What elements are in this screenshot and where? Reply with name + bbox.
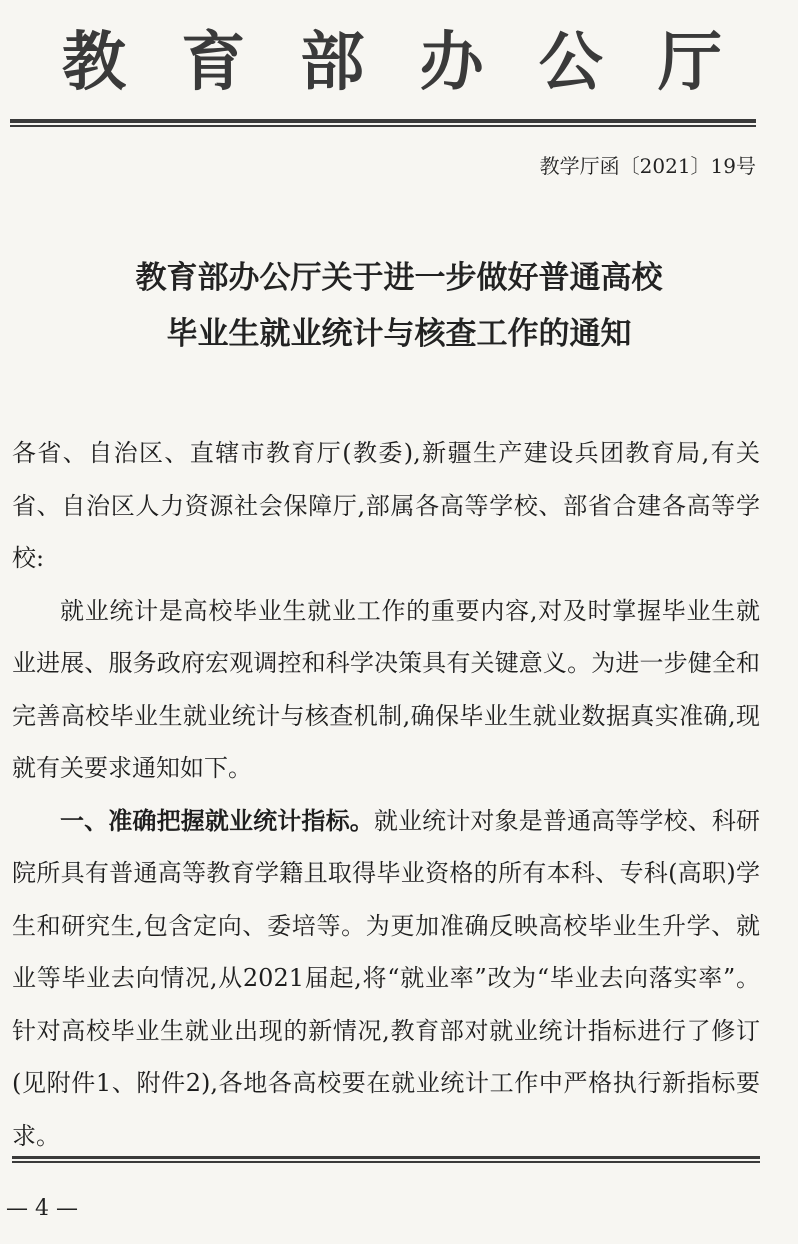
salutation: 各省、自治区、直辖市教育厅(教委),新疆生产建设兵团教育局,有关省、自治区人力资源社会保障厅,部属各高等学校、部省合建各高等学校: [12,439,760,572]
document-title-line-2: 毕业生就业统计与核查工作的通知 [166,316,632,352]
issuer-char: 公 [538,26,603,100]
issuer-char: 办 [419,26,484,100]
header-divider-thin [10,125,756,127]
header-divider [10,119,756,128]
section-1-heading: 一、准确把握就业统计指标。 [60,806,374,835]
header-divider-thick [10,119,756,123]
footer-divider-thin [12,1161,760,1163]
issuer-char: 部 [300,26,365,100]
issuer-char: 厅 [657,26,722,100]
document-title-line-1: 教育部办公厅关于进一步做好普通高校 [135,260,663,296]
footer-divider-thick [12,1156,760,1159]
issuer-char: 育 [181,26,246,100]
paragraph-section-1 [12,795,760,1163]
document-number: 教学厅函〔2021〕19号 [539,154,756,178]
page-number: — 4 — [6,1196,78,1221]
issuer-char: 教 [62,26,126,100]
footer-divider [12,1156,760,1165]
issuer-header [32,12,752,102]
document-title [0,250,798,362]
section-1-text: 就业统计对象是普通高等学校、科研院所具有普通高等教育学籍且取得毕业资格的所有本科、专科(高职)学生和研究生,包含定向、委培等。为更加准确反映高校毕业生升学、就业等毕业去向情况,从2021届起,将“就业率”改为“毕业去向落实率”。针对高校毕业生就业出现的新情况,教育部对就业统计指标进行了修订(见附件1、附件2),各地各高校要在就业统计工作中严格执行新指标要求。 [12,806,761,1150]
paragraph-intro: 就业统计是高校毕业生就业工作的重要内容,对及时掌握毕业生就业进展、服务政府宏观调控和科学决策具有关键意义。为进一步健全和完善高校毕业生就业统计与核查机制,确保毕业生就业数据真实准确,现就有关要求通知如下。 [12,596,760,782]
document-body [12,427,760,1162]
